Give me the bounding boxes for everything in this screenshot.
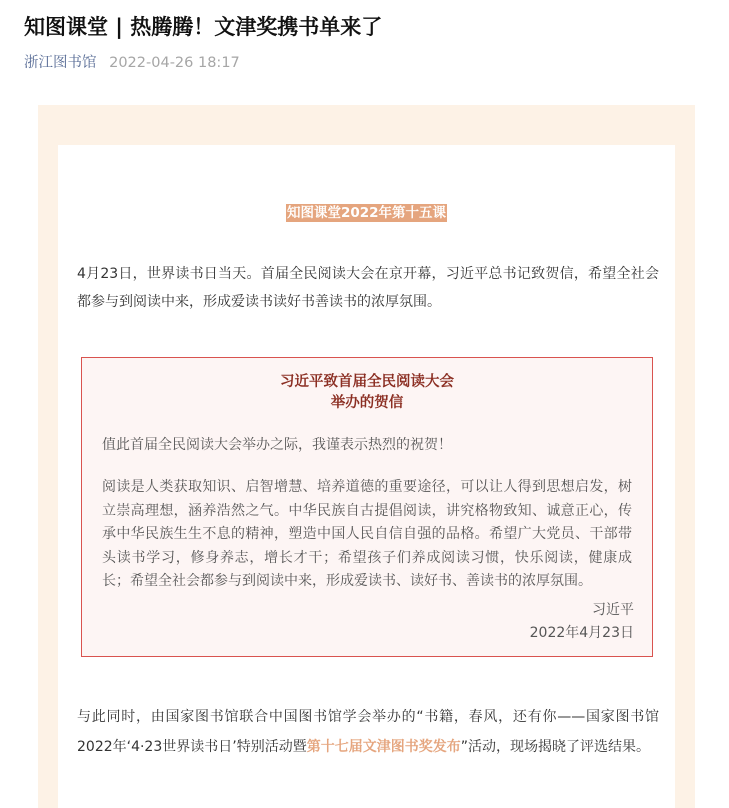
signature-name: 习近平 xyxy=(592,602,634,618)
signature-date: 2022年4月23日 xyxy=(529,625,634,641)
event-paragraph-text: 与此同时，由国家图书馆联合中国图书馆学会举办的“书籍，春风，还有你——国家图书馆2022年‘4·23世界读书日’特别活动暨 xyxy=(77,709,659,755)
letter-paragraph: 阅读是人类获取知识、启智增慧、培养道德的重要途径，可以让人得到思想启发，树立崇高理想，涵养浩然之气。中华民族自古提倡阅读，讲究格物致知、诚意正心，传承中华民族生生不息的精神，塑造中国人民自信自强的品格。希望广大党员、干部带头读书学习，修身养志，增长才干；希望孩子们养成阅读习惯，快乐阅读，健康成长；希望全社会都参与到阅读中来，形成爱读书、读好书、善读书的浓厚氛围。 xyxy=(102,479,632,589)
letter-title-line2: 举办的贺信 xyxy=(330,395,404,411)
event-paragraph-text-end: ”活动，现场揭晓了评选结果。 xyxy=(460,739,650,755)
lesson-tag-label: 知图课堂2022年第十五课 xyxy=(286,205,447,221)
congratulatory-letter-box xyxy=(81,357,653,657)
letter-paragraph: 值此首届全民阅读大会举办之际，我谨表示热烈的祝贺！ xyxy=(102,437,452,453)
article-meta xyxy=(24,53,240,73)
letter-signature xyxy=(530,599,634,645)
content-frame xyxy=(38,105,695,808)
intro-paragraph: 4月23日，世界读书日当天。首届全民阅读大会在京开幕，习近平总书记致贺信，希望全社会都参与到阅读中来，形成爱读书读好书善读书的浓厚氛围。 xyxy=(77,266,659,310)
letter-title xyxy=(82,372,652,414)
letter-title-line1: 习近平致首届全民阅读大会 xyxy=(280,374,454,390)
event-paragraph xyxy=(77,702,659,762)
publish-date: 2022-04-26 18:17 xyxy=(109,55,240,71)
author-link[interactable]: 浙江图书馆 xyxy=(24,55,97,71)
lesson-tag xyxy=(58,202,675,222)
content-card xyxy=(58,145,675,808)
article-title: 知图课堂 | 热腾腾！文津奖携书单来了 xyxy=(24,15,383,39)
award-highlight: 第十七届文津图书奖发布 xyxy=(306,739,461,755)
